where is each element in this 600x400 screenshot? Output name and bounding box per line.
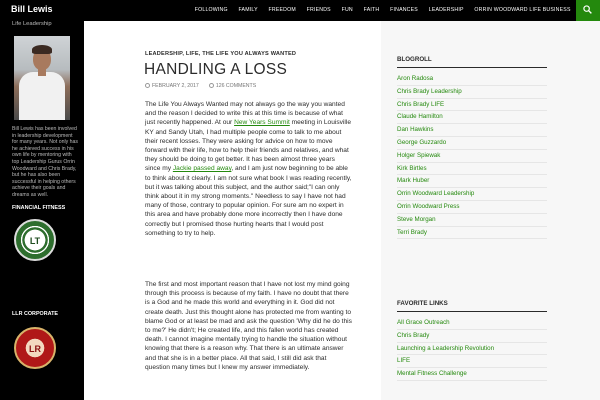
blogroll-link[interactable]: Chris Brady Leadership	[397, 86, 547, 99]
post-comments-count: 126 COMMENTS	[215, 83, 257, 89]
blogroll-link[interactable]: Chris Brady LIFE	[397, 99, 547, 112]
blogroll-link[interactable]: Terri Brady	[397, 227, 547, 240]
blogroll-link[interactable]: Aron Radosa	[397, 73, 547, 86]
author-bio: Bill Lewis has been involved in leadership development for many years. Not only has he achieved success in his own life by mentoring with top Leadership Gurus Orrin Woodward and Chris Brady, but he has also been successful in helping others achieve their goals and dreams as well.	[12, 126, 79, 198]
blogroll-link[interactable]: Kirk Birtles	[397, 163, 547, 176]
nav-item-fun[interactable]: FUN	[341, 7, 353, 13]
widget-title-financial-fitness: FINANCIAL FITNESS	[12, 205, 66, 211]
post-date: FEBRUARY 2, 2017	[152, 83, 199, 89]
blogroll-widget	[397, 56, 547, 239]
nav-item-finances[interactable]: FINANCES	[390, 7, 418, 13]
post-paragraph: The first and most important reason that I have not lost my mind going through this process is because of my faith. I have no doubt that there is a God and he made this world and everything in it. God did not create death. Just this thought alone has protected me from wanting to blame God or at least be mad and ask the question 'Why did he do this to me?' He didn't; He created life, and this fallen world has created death. I cannot imagine mentally trying to handle the situation without knowing that there is a reason why. That there is an ultimate answer and that she is in a better place. All that said, I still did ask that question many times but I knew my answer immediately.	[145, 281, 352, 371]
favorite-link[interactable]: Chris Brady	[397, 330, 547, 343]
nav-item-following[interactable]: FOLLOWING	[194, 7, 228, 13]
favorite-link[interactable]: LIFE	[397, 355, 547, 368]
comment-icon	[209, 83, 214, 88]
site-tagline: Life Leadership	[12, 21, 52, 27]
search-icon	[583, 5, 592, 14]
nav-item-leadership[interactable]: LEADERSHIP	[428, 7, 464, 13]
post-comments-link[interactable]	[209, 83, 256, 89]
post-paragraph	[145, 100, 352, 238]
blogroll-link[interactable]: Orrin Woodward Leadership	[397, 188, 547, 201]
blogroll-link[interactable]: Mark Huber	[397, 175, 547, 188]
blogroll-link[interactable]: Claude Hamilton	[397, 111, 547, 124]
site-header	[0, 0, 600, 21]
site-title[interactable]: Bill Lewis	[11, 4, 53, 14]
clock-icon	[145, 83, 150, 88]
financial-fitness-logo[interactable]	[14, 219, 56, 261]
nav-item-freedom[interactable]: FREEDOM	[268, 7, 296, 13]
main-nav	[189, 0, 576, 21]
nav-item-friends[interactable]: FRIENDS	[306, 7, 331, 13]
widget-title-llr-corporate: LLR CORPORATE	[12, 311, 59, 317]
jackie-passed-away-link[interactable]: Jackie passed away	[172, 165, 232, 173]
favorite-link[interactable]: Mental Fitness Challenge	[397, 368, 547, 381]
nav-item-orrin-woodward-life-business[interactable]: ORRIN WOODWARD LIFE BUSINESS	[474, 7, 571, 13]
post-title: HANDLING A LOSS	[144, 61, 288, 78]
corporate-education-logo-text: LR	[29, 344, 41, 354]
financial-fitness-logo-text: LT	[29, 236, 41, 246]
author-photo	[14, 36, 70, 120]
paragraph-text: , and I am just now beginning to be able to think about it clearly. I am not sure what book I was reading recently, but it was talking about this subject, and the author said;"I can only think about it in my strong moments." Needless to say I have not had many of those, contrary to popular opinion. For sure am no expert in this area and have probably done more incorrectly then I have done correctly but I promised those hurting hearts that I would post something to try to help.	[145, 165, 352, 237]
nav-item-family[interactable]: FAMILY	[238, 7, 258, 13]
blogroll-link[interactable]: George Guzzardo	[397, 137, 547, 150]
blogroll-link[interactable]: Holger Spiewak	[397, 150, 547, 163]
blogroll-link[interactable]: Dan Hawkins	[397, 124, 547, 137]
search-toggle[interactable]	[576, 0, 600, 21]
right-sidebar	[381, 21, 600, 400]
paragraph-text: meeting in Louisville KY and Sandy Utah, I had multiple people come to talk to me about their recent losses. They were asking for advice on how to move forward with their life, how to help their friends and relatives, and what they should be doing to get better. It has been almost three years since my	[145, 119, 351, 173]
favorite-link[interactable]: All Grace Outreach	[397, 317, 547, 330]
post-categories[interactable]: LEADERSHIP, LIFE, THE LIFE YOU ALWAYS WANTED	[145, 51, 297, 57]
blogroll-link[interactable]: Steve Morgan	[397, 214, 547, 227]
new-years-summit-link[interactable]: New Years Summit	[234, 119, 290, 127]
favorite-links-widget	[397, 300, 547, 381]
main-content	[84, 21, 381, 400]
corporate-education-logo[interactable]	[14, 327, 56, 369]
favorite-link[interactable]: Launching a Leadership Revolution	[397, 343, 547, 356]
left-sidebar	[0, 21, 84, 400]
blogroll-title: BLOGROLL	[397, 56, 547, 68]
favorite-links-title: FAVORITE LINKS	[397, 300, 547, 312]
paragraph-text: The Life You Always Wanted may not always go the way you wanted and the reason I decided to write this at this time is because of what just recently happened. At our	[145, 101, 345, 127]
post-meta	[145, 83, 256, 89]
blogroll-link[interactable]: Orrin Woodward Press	[397, 201, 547, 214]
post-date-link[interactable]	[145, 83, 199, 89]
nav-item-faith[interactable]: FAITH	[363, 7, 380, 13]
